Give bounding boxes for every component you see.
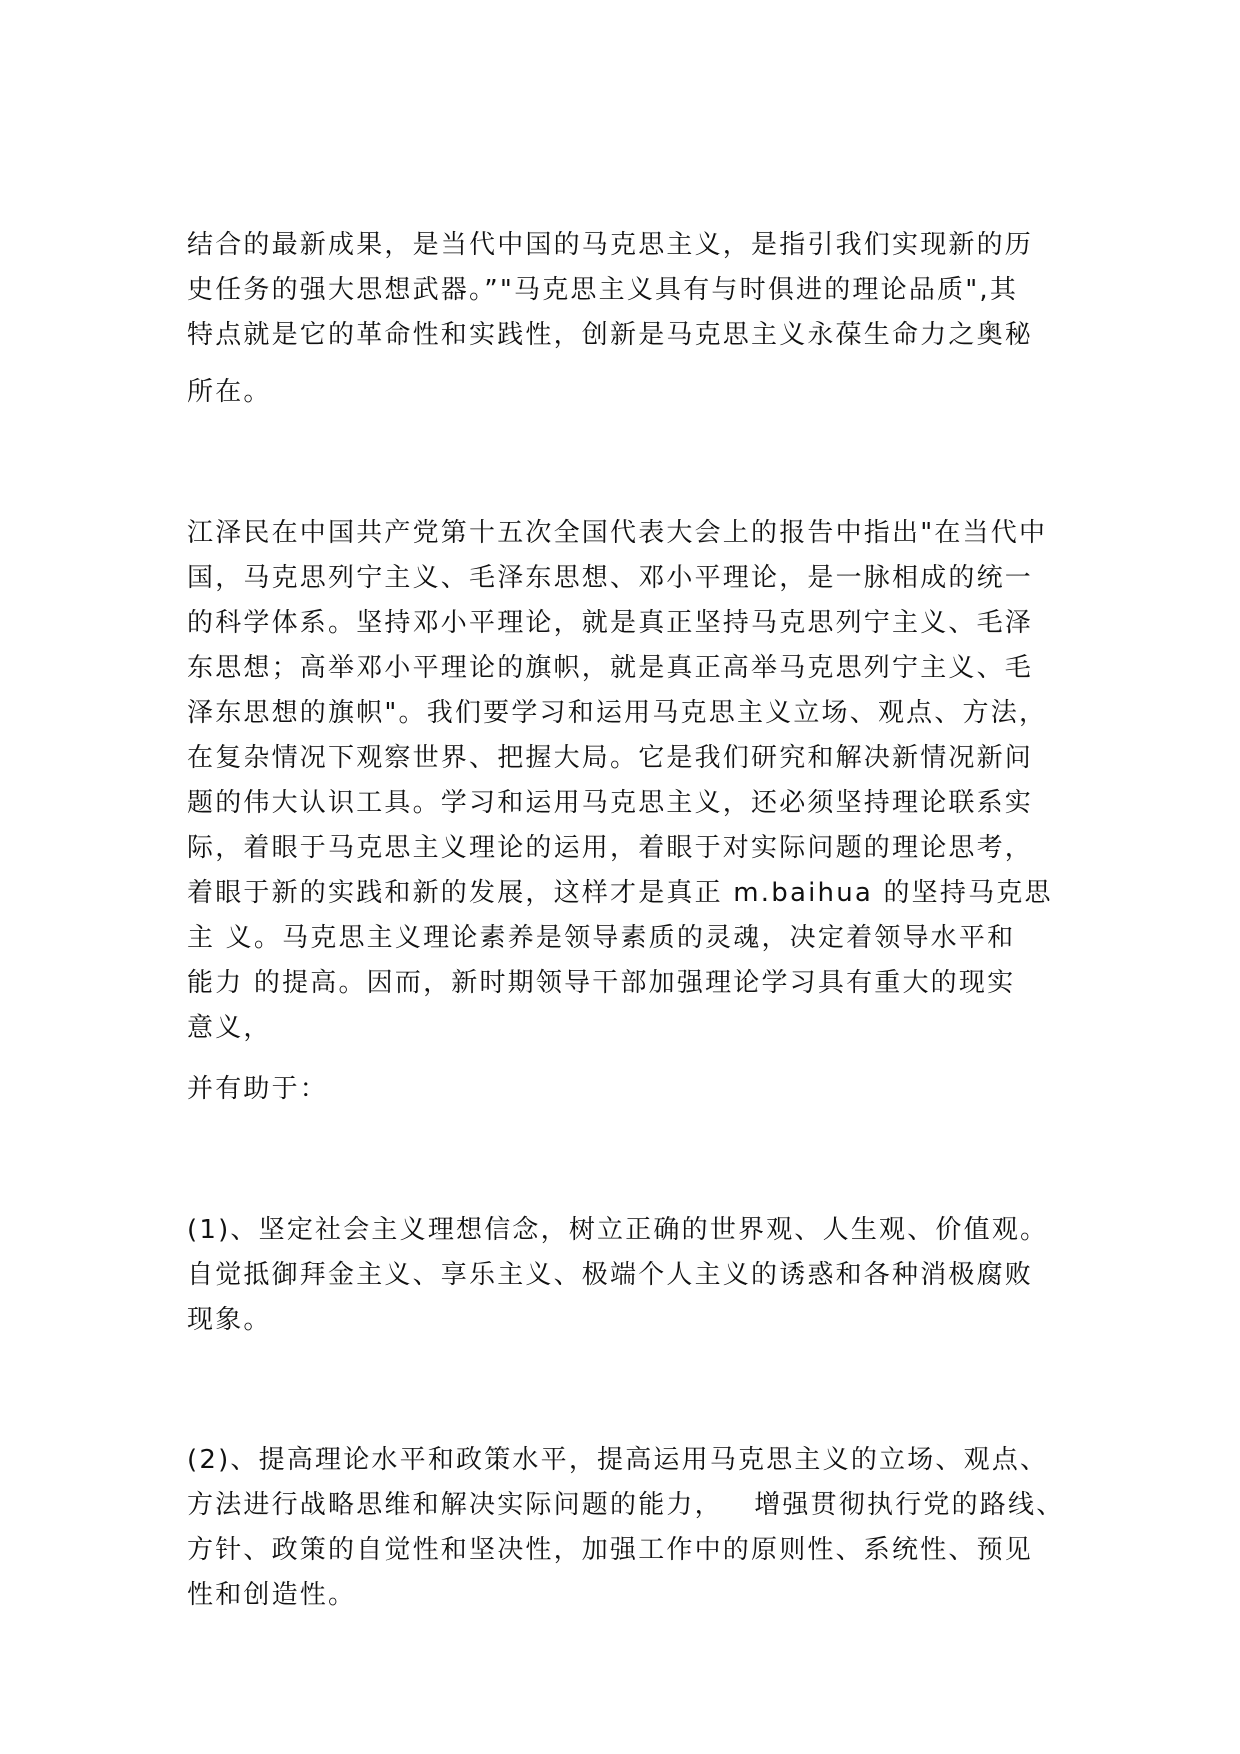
text-line: 在复杂情况下观察世界、把握大局。它是我们研究和解决新情况新问 [187, 743, 1034, 773]
text-line: 结合的最新成果，是当代中国的马克思主义，是指引我们实现新的历 [187, 230, 1034, 260]
text-line: 江泽民在中国共产党第十五次全国代表大会上的报告中指出"在当代中 [187, 518, 1048, 548]
text-line: 性和创造性。 [187, 1580, 357, 1610]
text-line: 的科学体系。坚持邓小平理论，就是真正坚持马克思列宁主义、毛泽 [187, 608, 1034, 638]
text-line: 题的伟大认识工具。学习和运用马克思主义，还必须坚持理论联系实 [187, 788, 1034, 818]
text-line: 泽东思想的旗帜"。我们要学习和运用马克思主义立场、观点、方法， [187, 698, 1048, 728]
text-line: 方法进行战略思维和解决实际问题的能力， 增强贯彻执行党的路线、 [187, 1490, 1065, 1520]
text-line: 能力 的提高。因而，新时期领导干部加强理论学习具有重大的现实 [187, 968, 1016, 998]
text-line: 所在。 [187, 377, 272, 407]
text-line: 意义， [187, 1013, 272, 1043]
text-line: 国，马克思列宁主义、毛泽东思想、邓小平理论，是一脉相成的统一 [187, 563, 1034, 593]
text-line: (1)、坚定社会主义理想信念，树立正确的世界观、人生观、价值观。 [187, 1215, 1049, 1245]
text-line: 特点就是它的革命性和实践性，创新是马克思主义永葆生命力之奥秘 [187, 320, 1034, 350]
text-line: 自觉抵御拜金主义、享乐主义、极端个人主义的诱惑和各种消极腐败 [187, 1260, 1034, 1290]
text-line: 东思想；高举邓小平理论的旗帜，就是真正高举马克思列宁主义、毛 [187, 653, 1034, 683]
text-line: 际，着眼于马克思主义理论的运用，着眼于对实际问题的理论思考， [187, 833, 1034, 863]
text-line: 史任务的强大思想武器。”"马克思主义具有与时俱进的理论品质",其 [187, 275, 1019, 305]
text-line: (2)、提高理论水平和政策水平，提高运用马克思主义的立场、观点、 [187, 1445, 1049, 1475]
text-line: 现象。 [187, 1305, 272, 1335]
text-line: 并有助于： [187, 1074, 329, 1104]
text-line: 主 义。马克思主义理论素养是领导素质的灵魂，决定着领导水平和 [187, 923, 1016, 953]
text-line: 着眼于新的实践和新的发展，这样才是真正 m.baihua 的坚持马克思 [187, 878, 1053, 908]
text-line: 方针、政策的自觉性和坚决性，加强工作中的原则性、系统性、预见 [187, 1535, 1034, 1565]
